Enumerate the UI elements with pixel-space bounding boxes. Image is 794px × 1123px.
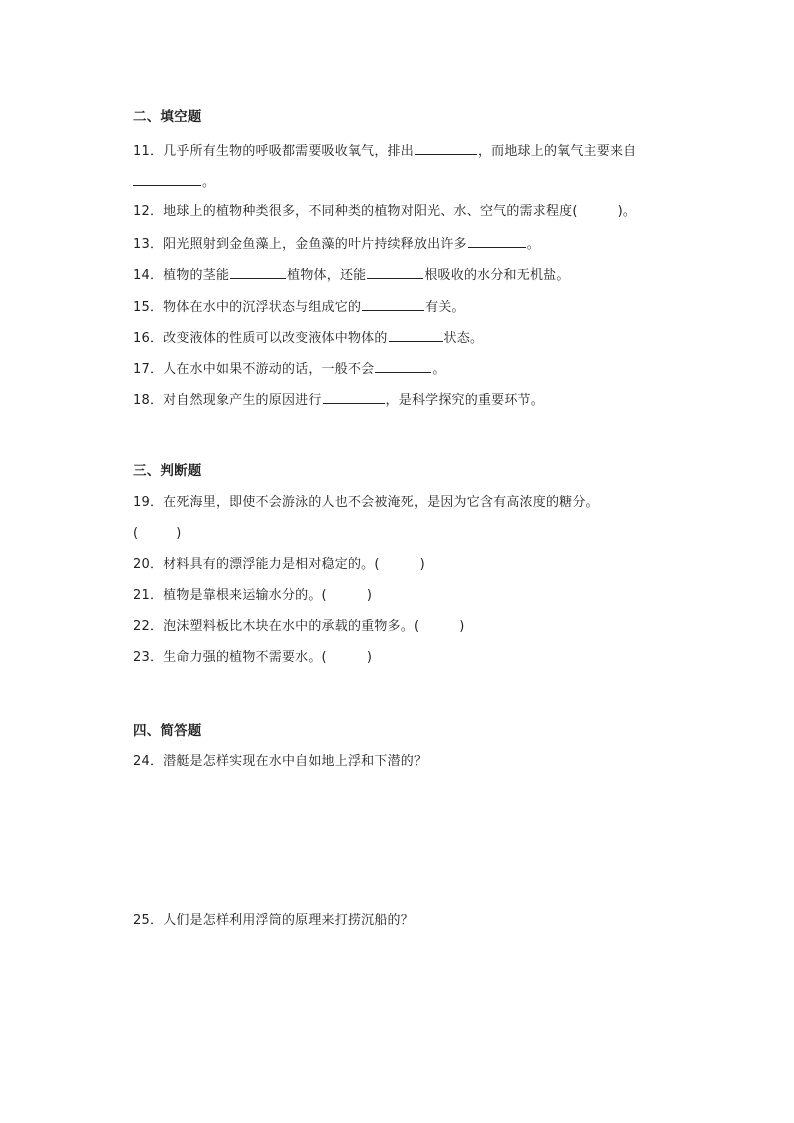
question-25: 25．人们是怎样利用浮筒的原理来打捞沉船的？ xyxy=(133,913,414,928)
q20-close-paren: ) xyxy=(419,557,425,572)
q19-text-a: 19．在死海里，即使不会游泳的人也不会被淹死，是因为它含有高浓度的糖分。 xyxy=(133,495,599,510)
question-11-continued xyxy=(133,172,215,192)
q16-text-a: 16．改变液体的性质可以改变液体中物体的 xyxy=(133,331,388,346)
q20-text-a: 20．材料具有的漂浮能力是相对稳定的。( xyxy=(133,557,380,572)
question-24: 24．潜艇是怎样实现在水中自如地上浮和下潜的？ xyxy=(133,754,428,769)
q18-blank[interactable] xyxy=(323,390,385,404)
question-15 xyxy=(133,297,465,317)
q16-text-b: 状态。 xyxy=(443,331,484,346)
question-20 xyxy=(133,556,425,574)
q18-text-a: 18．对自然现象产生的原因进行 xyxy=(133,393,322,408)
q11-text-a: 11．几乎所有生物的呼吸都需要吸收氧气，排出 xyxy=(133,144,414,159)
q14-text-c: 根吸收的水分和无机盐。 xyxy=(424,268,570,283)
q12-text-b: )。 xyxy=(617,204,637,219)
q15-text-b: 有关。 xyxy=(425,300,465,315)
section-heading-fill-in: 二、填空题 xyxy=(133,109,202,125)
q13-blank[interactable] xyxy=(468,234,526,248)
question-12 xyxy=(133,203,636,221)
q16-blank[interactable] xyxy=(389,328,443,342)
q22-text-a: 22．泡沫塑料板比木块在水中的承载的重物多。( xyxy=(133,619,420,634)
q14-text-b: 植物体，还能 xyxy=(287,268,367,283)
q12-text-a: 12．地球上的植物种类很多，不同种类的植物对阳光、水、空气的需求程度( xyxy=(133,204,578,219)
question-13 xyxy=(133,234,540,254)
q14-blank-1[interactable] xyxy=(230,265,286,279)
q21-text-a: 21．植物是靠根来运输水分的。( xyxy=(133,588,327,603)
q18-text-b: ，是科学探究的重要环节。 xyxy=(385,393,544,408)
q11-text-c: 。 xyxy=(202,175,216,190)
question-19 xyxy=(133,494,599,512)
q11-text-b: ，而地球上的氧气主要来自 xyxy=(477,144,637,159)
question-16 xyxy=(133,328,483,348)
q23-close-paren: ) xyxy=(366,650,373,665)
q17-blank[interactable] xyxy=(375,359,431,373)
question-18 xyxy=(133,390,544,410)
q13-text-b: 。 xyxy=(526,237,540,252)
question-17 xyxy=(133,359,446,379)
question-11 xyxy=(133,141,636,161)
q14-blank-2[interactable] xyxy=(367,265,423,279)
q15-text-a: 15．物体在水中的沉浮状态与组成它的 xyxy=(133,300,362,315)
q11-blank-1[interactable] xyxy=(415,141,477,155)
q11-blank-2[interactable] xyxy=(133,172,201,186)
q17-text-b: 。 xyxy=(432,362,446,377)
q19-open-paren: ( xyxy=(133,526,139,541)
q15-blank[interactable] xyxy=(362,297,424,311)
section-heading-judgement: 三、判断题 xyxy=(133,463,202,479)
q14-text-a: 14．植物的茎能 xyxy=(133,268,230,283)
question-21 xyxy=(133,587,372,605)
q13-text-a: 13．阳光照射到金鱼藻上，金鱼藻的叶片持续释放出许多 xyxy=(133,237,467,252)
question-22 xyxy=(133,618,465,636)
question-14 xyxy=(133,265,570,285)
q21-close-paren: ) xyxy=(366,588,373,603)
section-heading-short-answer: 四、简答题 xyxy=(133,723,202,739)
q23-text-a: 23．生命力强的植物不需要水。( xyxy=(133,650,327,665)
q19-close-paren: ) xyxy=(176,526,182,541)
q22-close-paren: ) xyxy=(459,619,465,634)
question-23 xyxy=(133,649,372,667)
q17-text-a: 17．人在水中如果不游动的话，一般不会 xyxy=(133,362,375,377)
question-19-continued xyxy=(133,525,182,543)
